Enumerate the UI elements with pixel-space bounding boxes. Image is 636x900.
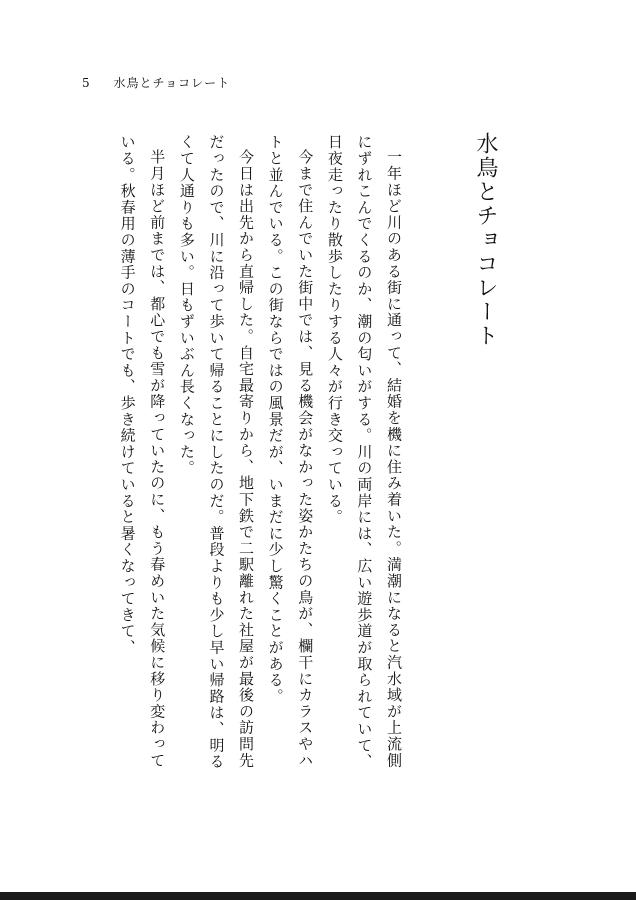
paragraph: 今まで住んでいた街中では、見る機会がなかった姿かたちの鳥が、欄干にカラスやハトと並んでいる。この街ならではの風景だが、いまだに少し驚くことがある。: [266, 134, 315, 769]
body-text: [76, 134, 408, 774]
paragraph: 一年ほど川のある街に通って、結婚を機に住み着いた。満潮になると汽水域が上流側にずれこんでくるのか、潮の匂いがする。川の両岸には、広い遊歩道が取られていて、日夜走ったり散歩したりする人々が行き交っている。: [325, 134, 403, 770]
running-chapter-title: 水鳥とチョコレート: [113, 76, 231, 90]
chapter-title: 水鳥とチョコレート: [473, 132, 498, 348]
running-header: [82, 74, 230, 91]
paragraph: 今日は出先から直帰した。自宅最寄りから、地下鉄で二駅離れた社屋が最後の訪問先だったので、川に沿って歩いて帰ることにしたのだ。普段よりも少し早い帰路は、明るくて人通りも多い。日もずいぶん長くなった。: [177, 134, 256, 770]
page-number: 5: [82, 76, 91, 90]
paragraph: 半月ほど前までは、都心でも雪が降っていたのに、もう春めいた気候に移り変わっている。秋春用の薄手のコートでも、歩き続けていると暑くなってきて、: [118, 134, 167, 769]
page-bottom-edge: [0, 892, 636, 900]
